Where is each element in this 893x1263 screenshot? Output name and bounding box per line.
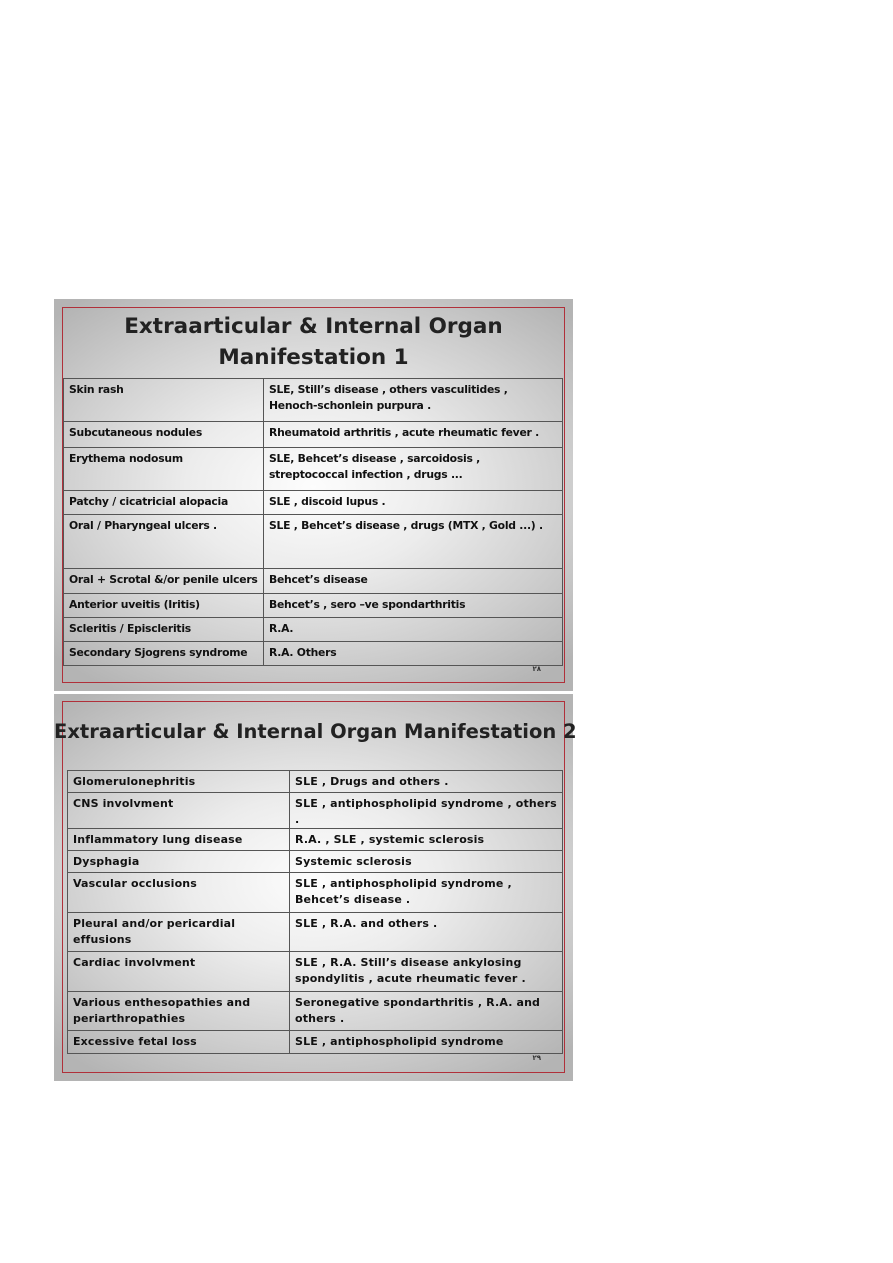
causes-cell: SLE , R.A. Still’s disease ankylosing spondylitis , acute rheumatic fever . bbox=[290, 952, 563, 992]
causes-cell: SLE, Still’s disease , others vasculitides , Henoch-schonlein purpura . bbox=[264, 379, 563, 422]
manifestation-table bbox=[63, 378, 563, 666]
table-row bbox=[64, 491, 563, 515]
feature-cell: Skin rash bbox=[64, 379, 264, 422]
causes-cell: Seronegative spondarthritis , R.A. and others . bbox=[290, 992, 563, 1031]
page-number: ٢٩ bbox=[532, 1054, 541, 1062]
causes-cell: SLE , Behcet’s disease , drugs (MTX , Gold ...) . bbox=[264, 515, 563, 569]
table-row bbox=[68, 1031, 563, 1054]
table-row bbox=[68, 771, 563, 793]
table-row bbox=[64, 448, 563, 491]
causes-cell: SLE, Behcet’s disease , sarcoidosis , streptococcal infection , drugs ... bbox=[264, 448, 563, 491]
feature-cell: Pleural and/or pericardial effusions bbox=[68, 913, 290, 952]
causes-cell: Rheumatoid arthritis , acute rheumatic fever . bbox=[264, 422, 563, 448]
feature-cell: Erythema nodosum bbox=[64, 448, 264, 491]
causes-cell: Behcet’s disease bbox=[264, 569, 563, 594]
feature-cell: Dysphagia bbox=[68, 851, 290, 873]
table-row bbox=[68, 992, 563, 1031]
table-row bbox=[64, 594, 563, 618]
causes-cell: R.A. , SLE , systemic sclerosis bbox=[290, 829, 563, 851]
slide-manifestation-1 bbox=[54, 299, 573, 691]
feature-cell: Glomerulonephritis bbox=[68, 771, 290, 793]
feature-cell: Inflammatory lung disease bbox=[68, 829, 290, 851]
causes-cell: SLE , antiphospholipid syndrome bbox=[290, 1031, 563, 1054]
causes-cell: SLE , discoid lupus . bbox=[264, 491, 563, 515]
table-row bbox=[68, 913, 563, 952]
causes-cell: SLE , Drugs and others . bbox=[290, 771, 563, 793]
causes-cell: SLE , antiphospholipid syndrome , others . bbox=[290, 793, 563, 829]
slide-title-line-2: Manifestation 1 bbox=[218, 345, 409, 370]
feature-cell: Vascular occlusions bbox=[68, 873, 290, 913]
table-row bbox=[64, 569, 563, 594]
table-row bbox=[68, 873, 563, 913]
table-row bbox=[64, 618, 563, 642]
table-row bbox=[68, 851, 563, 873]
slide-title-line-1: Extraarticular & Internal Organ bbox=[124, 314, 503, 339]
table-row bbox=[64, 422, 563, 448]
feature-cell: Cardiac involvment bbox=[68, 952, 290, 992]
manifestation-table bbox=[67, 770, 563, 1054]
causes-cell: R.A. Others bbox=[264, 642, 563, 666]
slide-title bbox=[54, 311, 573, 373]
feature-cell: Oral + Scrotal &/or penile ulcers bbox=[64, 569, 264, 594]
feature-cell: CNS involvment bbox=[68, 793, 290, 829]
page-number: ٢٨ bbox=[532, 665, 541, 673]
feature-cell: Secondary Sjogrens syndrome bbox=[64, 642, 264, 666]
feature-cell: Subcutaneous nodules bbox=[64, 422, 264, 448]
causes-cell: Systemic sclerosis bbox=[290, 851, 563, 873]
causes-cell: SLE , R.A. and others . bbox=[290, 913, 563, 952]
table-row bbox=[64, 642, 563, 666]
table-row bbox=[68, 829, 563, 851]
table-row bbox=[64, 515, 563, 569]
table-row bbox=[68, 952, 563, 992]
table-row bbox=[68, 793, 563, 829]
feature-cell: Various enthesopathies and periarthropathies bbox=[68, 992, 290, 1031]
causes-cell: R.A. bbox=[264, 618, 563, 642]
slide-title: Extraarticular & Internal Organ Manifestation 2 bbox=[54, 720, 577, 743]
table-row bbox=[64, 379, 563, 422]
causes-cell: Behcet’s , sero –ve spondarthritis bbox=[264, 594, 563, 618]
feature-cell: Patchy / cicatricial alopacia bbox=[64, 491, 264, 515]
feature-cell: Excessive fetal loss bbox=[68, 1031, 290, 1054]
feature-cell: Oral / Pharyngeal ulcers . bbox=[64, 515, 264, 569]
causes-cell: SLE , antiphospholipid syndrome , Behcet’s disease . bbox=[290, 873, 563, 913]
slide-manifestation-2 bbox=[54, 694, 577, 1081]
feature-cell: Scleritis / Episcleritis bbox=[64, 618, 264, 642]
feature-cell: Anterior uveitis (Iritis) bbox=[64, 594, 264, 618]
